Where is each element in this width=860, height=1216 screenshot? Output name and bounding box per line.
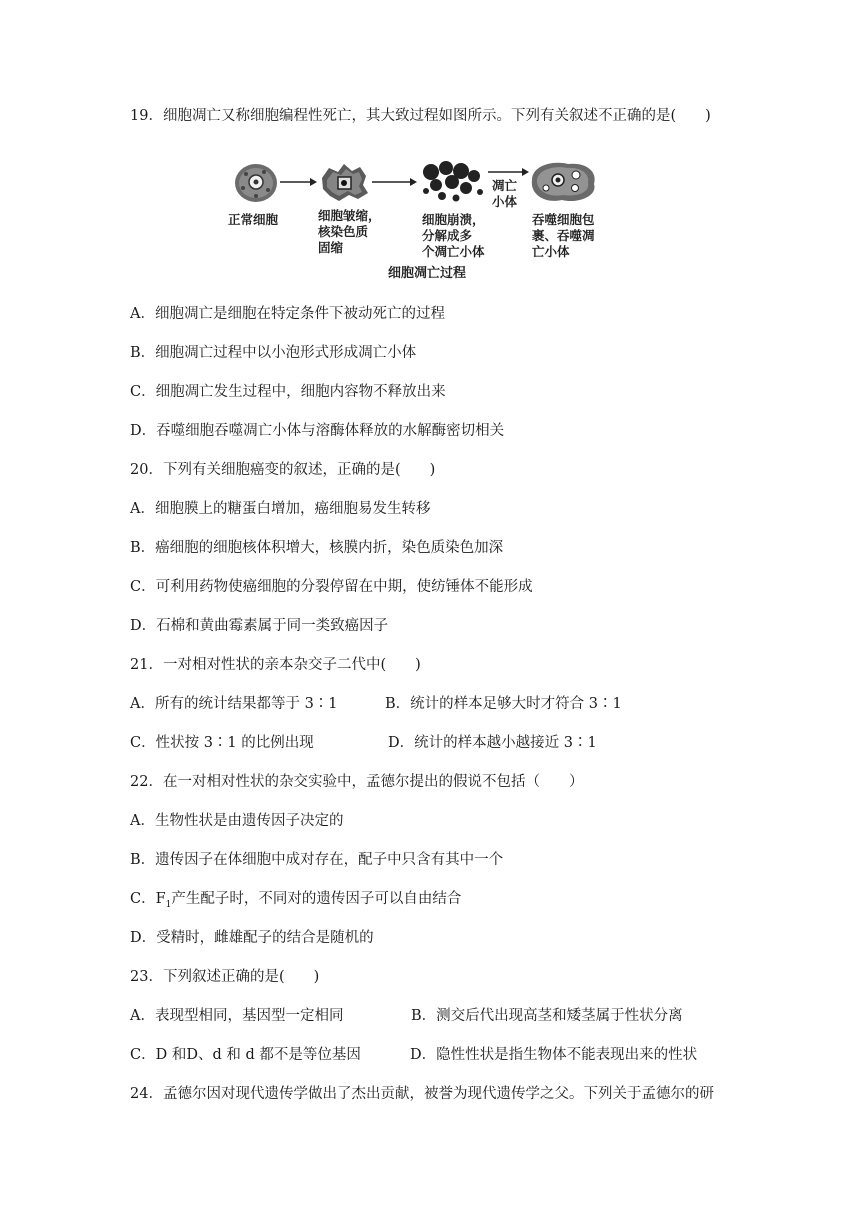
label-collapse-2: 分解成多 [422,228,473,243]
question-24-stem: 24．孟德尔因对现代遗传学做出了杰出贡献，被誉为现代遗传学之父。下列关于孟德尔的研 [130,1086,714,1102]
q23-option-c: C．D 和D、d 和 d 都不是等位基因 [130,1047,361,1063]
apoptosis-figure [226,158,626,286]
q22-option-b: B．遗传因子在体细胞中成对存在，配子中只含有其中一个 [130,852,504,868]
label-apoptotic-body-2: 小体 [492,194,518,209]
label-apoptotic-body-1: 凋亡 [492,178,518,193]
question-19-stem: 19．细胞凋亡又称细胞编程性死亡，其大致过程如图所示。下列有关叙述不正确的是( ) [130,108,711,124]
q20-option-b: B．癌细胞的细胞核体积增大，核膜内折，染色质染色加深 [130,540,504,556]
figure-caption: 细胞凋亡过程 [388,266,467,281]
q22-option-c-subscript: 1 [165,899,172,910]
q22-option-c-rest: 产生配子时，不同对的遗传因子可以自由结合 [171,891,462,907]
q22-option-c-prefix: C．F [130,891,166,907]
normal-cell-icon [235,164,277,202]
q23-option-d: D．隐性性状是指生物体不能表现出来的性状 [410,1047,698,1063]
label-collapse-1: 细胞崩溃， [422,212,485,227]
q20-option-d: D．石棉和黄曲霉素属于同一类致癌因子 [130,618,389,634]
q22-option-c [130,889,461,915]
q22-option-d: D．受精时，雌雄配子的结合是随机的 [130,930,374,946]
q21-option-a: A．所有的统计结果都等于 3∶1 [130,696,338,712]
question-20-stem: 20．下列有关细胞癌变的叙述，正确的是( ) [130,462,436,478]
label-shrink-2: 核染色质 [318,224,369,239]
question-21-stem: 21．一对相对性状的亲本杂交子二代中( ) [130,657,421,673]
label-normal-cell: 正常细胞 [228,212,279,227]
q20-option-c: C．可利用药物使癌细胞的分裂停留在中期，使纺锤体不能形成 [130,579,533,595]
shrunken-cell-icon [322,164,368,201]
question-23-stem: 23．下列叙述正确的是( ) [130,969,320,985]
q19-option-a: A．细胞凋亡是细胞在特定条件下被动死亡的过程 [130,306,445,322]
q21-option-d: D．统计的样本越小越接近 3∶1 [388,735,597,751]
q21-option-c: C．性状按 3∶1 的比例出现 [130,735,314,751]
label-collapse-3: 个凋亡小体 [422,244,485,259]
q23-option-a: A．表现型相同，基因型一定相同 [130,1008,344,1024]
q21-option-b: B．统计的样本足够大时才符合 3∶1 [385,696,622,712]
label-phago-2: 裹、吞噬凋 [532,228,595,243]
phagocyte-icon [532,163,595,201]
q20-option-a: A．细胞膜上的糖蛋白增加，癌细胞易发生转移 [130,501,431,517]
q22-option-a: A．生物性状是由遗传因子决定的 [130,813,344,829]
question-22-stem: 22．在一对相对性状的杂交实验中，孟德尔提出的假说不包括（ ） [130,774,584,790]
q19-option-c: C．细胞凋亡发生过程中，细胞内容物不释放出来 [130,384,446,400]
apoptotic-bodies-icon [423,161,483,202]
q19-option-d: D．吞噬细胞吞噬凋亡小体与溶酶体释放的水解酶密切相关 [130,423,505,439]
q19-option-b: B．细胞凋亡过程中以小泡形式形成凋亡小体 [130,345,417,361]
label-phago-1: 吞噬细胞包 [532,212,595,227]
label-shrink-1: 细胞皱缩， [318,208,381,223]
label-phago-3: 亡小体 [532,244,570,259]
q23-option-b: B．测交后代出现高茎和矮茎属于性状分离 [411,1008,683,1024]
label-shrink-3: 固缩 [318,240,344,255]
